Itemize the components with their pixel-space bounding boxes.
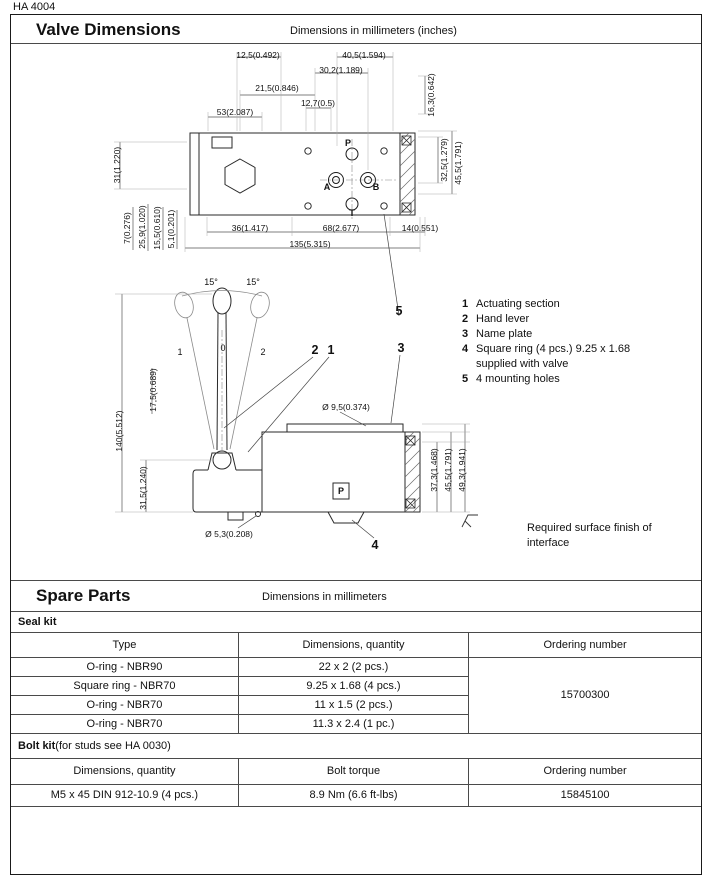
dim-label-40-5: 40,5(1.594) xyxy=(342,50,386,60)
dim-label-15-5: 15,5(0.610) xyxy=(152,206,162,250)
callout-2: 2 xyxy=(311,343,319,357)
dia-label-5-3: Ø 5,3(0.208) xyxy=(205,529,253,539)
dim-label-16-3: 16,3(0.642) xyxy=(426,73,436,117)
cell-type: O-ring - NBR70 xyxy=(11,714,238,733)
cell-type: O-ring - NBR70 xyxy=(11,695,238,714)
table-row xyxy=(11,784,701,806)
port-label-b: B xyxy=(372,182,380,192)
divider xyxy=(11,580,701,581)
port-label-p-side: P xyxy=(337,486,345,496)
cell-dimensions: 11.3 x 2.4 (1 pc.) xyxy=(238,714,468,733)
legend-item: 2 Hand lever xyxy=(462,313,530,325)
lever-position-2: 2 xyxy=(260,347,266,357)
port-label-p: P xyxy=(344,138,352,148)
dim-label-68: 68(2.677) xyxy=(322,223,360,233)
dim-label-21-5: 21,5(0.846) xyxy=(255,83,299,93)
seal-kit-label: Seal kit xyxy=(18,616,57,628)
table-header-row xyxy=(11,759,701,784)
bolt-kit-table xyxy=(11,759,701,807)
dim-label-32-5: 32,5(1.279) xyxy=(439,138,449,182)
seal-kit-table xyxy=(11,633,701,734)
seal-kit-section-header xyxy=(11,612,701,633)
dim-label-135: 135(5.315) xyxy=(289,239,331,249)
dim-label-12-7: 12,7(0.5) xyxy=(300,98,336,108)
lever-position-1: 1 xyxy=(177,347,183,357)
dim-label-53: 53(2.087) xyxy=(216,107,254,117)
angle-label-left: 15° xyxy=(204,277,218,287)
valve-dimensions-units: Dimensions in millimeters (inches) xyxy=(290,25,457,37)
callout-4: 4 xyxy=(371,538,379,552)
callout-1: 1 xyxy=(327,343,335,357)
cell-ordering: 15845100 xyxy=(469,784,701,806)
column-header-type: Type xyxy=(11,633,238,657)
column-header-ordering: Ordering number xyxy=(469,633,701,657)
dim-label-31: 31(1.220) xyxy=(112,146,122,184)
table-header-row xyxy=(11,633,701,657)
ordering-number-cell: 15700300 xyxy=(469,657,701,733)
legend-item: 1 Actuating section xyxy=(462,298,560,310)
bolt-kit-label: Bolt kit xyxy=(18,740,56,752)
dim-label-14: 14(0.551) xyxy=(401,223,439,233)
cell-dimensions: 9.25 x 1.68 (4 pcs.) xyxy=(238,676,468,695)
column-header-torque: Bolt torque xyxy=(238,759,468,784)
column-header-ordering: Ordering number xyxy=(469,759,701,784)
spare-parts-units: Dimensions in millimeters xyxy=(262,591,387,603)
column-header-dimensions: Dimensions, quantity xyxy=(11,759,238,784)
cell-torque: 8.9 Nm (6.6 ft-lbs) xyxy=(238,784,468,806)
dim-label-7: 7(0.276) xyxy=(122,212,132,244)
lever-position-0: 0 xyxy=(220,343,226,353)
bolt-kit-note: (for studs see HA 0030) xyxy=(55,740,171,752)
dim-label-5-1: 5,1(0.201) xyxy=(166,209,176,249)
dim-label-17-5: 17,5(0.689) xyxy=(148,368,158,412)
dim-label-45-5-side: 45,5(1.791) xyxy=(443,448,453,492)
dim-label-37-3: 37,3(1.468) xyxy=(429,448,439,492)
dim-label-12-5: 12,5(0.492) xyxy=(236,50,280,60)
cell-dimensions: M5 x 45 DIN 912-10.9 (4 pcs.) xyxy=(11,784,238,806)
surface-finish-note: Required surface finish of interface xyxy=(527,522,652,549)
legend-item: 4 Square ring (4 pcs.) 9.25 x 1.68 xyxy=(462,343,631,355)
bolt-kit-section-header xyxy=(11,734,701,759)
dim-label-140: 140(5.512) xyxy=(114,410,124,452)
dim-label-49-3: 49,3(1.941) xyxy=(457,448,467,492)
callout-5: 5 xyxy=(395,304,403,318)
spare-parts-title: Spare Parts xyxy=(36,586,131,605)
legend-item: 3 Name plate xyxy=(462,328,533,340)
cell-dimensions: 11 x 1.5 (2 pcs.) xyxy=(238,695,468,714)
table-row xyxy=(11,657,701,676)
divider xyxy=(11,43,701,44)
angle-label-right: 15° xyxy=(246,277,260,287)
port-label-a: A xyxy=(323,182,331,192)
column-header-dimensions: Dimensions, quantity xyxy=(238,633,468,657)
port-label-t: T xyxy=(349,208,355,218)
cell-type: O-ring - NBR90 xyxy=(11,657,238,676)
cell-type: Square ring - NBR70 xyxy=(11,676,238,695)
valve-dimensions-title: Valve Dimensions xyxy=(36,20,181,39)
dia-label-9-5: Ø 9,5(0.374) xyxy=(322,402,370,412)
callout-3: 3 xyxy=(397,341,405,355)
dim-label-30-2: 30,2(1.189) xyxy=(319,65,363,75)
cell-dimensions: 22 x 2 (2 pcs.) xyxy=(238,657,468,676)
legend-item: 5 4 mounting holes xyxy=(462,373,560,385)
legend-item: supplied with valve xyxy=(476,358,569,370)
dim-label-36: 36(1.417) xyxy=(231,223,269,233)
dim-label-45-5: 45,5(1.791) xyxy=(453,141,463,185)
dim-label-31-5: 31,5(1.240) xyxy=(138,466,148,510)
dim-label-25-9: 25,9(1.020) xyxy=(137,205,147,249)
doc-code: HA 4004 xyxy=(13,1,56,13)
legend xyxy=(462,297,630,387)
